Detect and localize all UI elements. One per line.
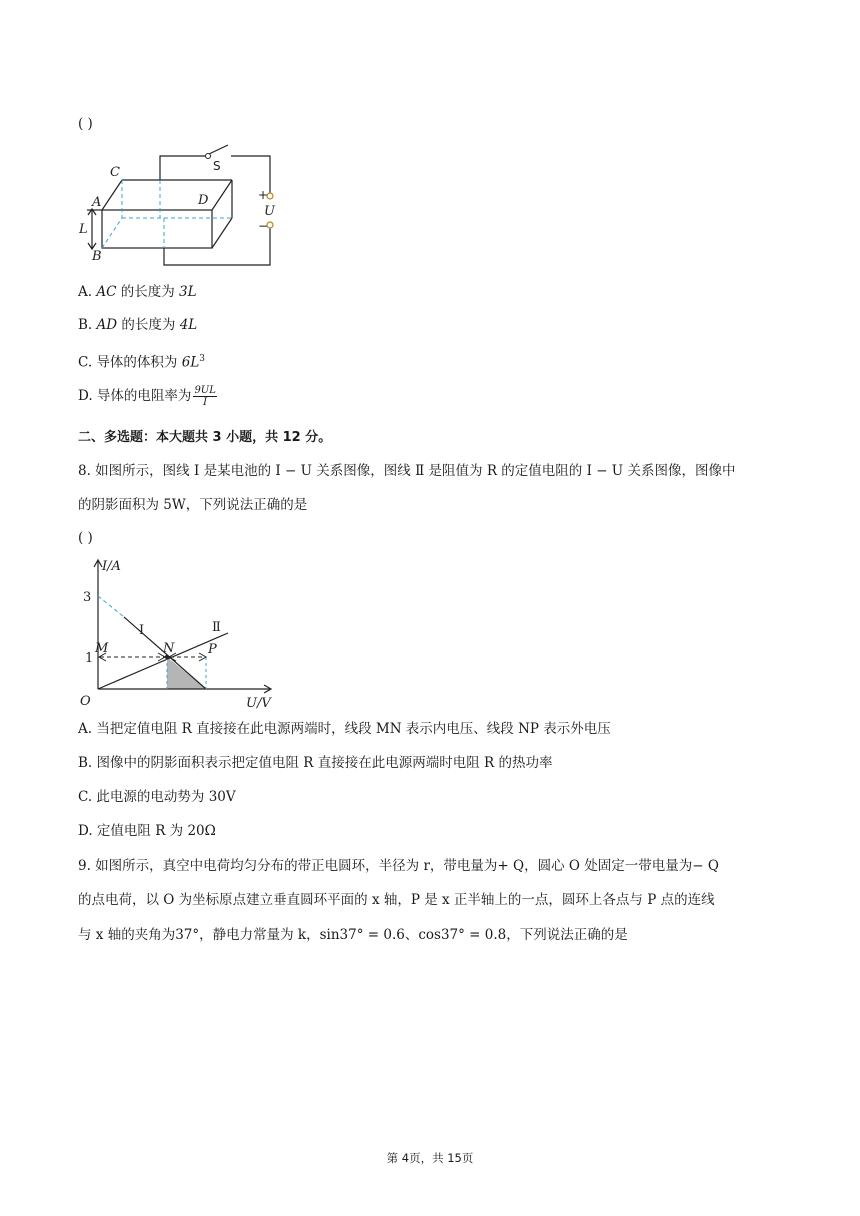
- y-tick-1: 1: [85, 651, 94, 666]
- page-footer: 第 4页，共 15页: [386, 1151, 474, 1165]
- label-plus: +: [258, 188, 269, 202]
- section-heading: 二、多选题：本大题共 3 小题，共 12 分。: [78, 430, 332, 445]
- q8-option-c: C. 此电源的电动势为 30V: [78, 789, 236, 805]
- origin-label: O: [80, 694, 91, 709]
- label-d: D: [198, 193, 209, 208]
- q9-stem-line-3: 与 x 轴的夹角为37°，静电力常量为 k，sin37° = 0.6、cos37° = 0.8，下列说法正确的是: [78, 927, 628, 943]
- y-axis-label: I/A: [102, 559, 121, 574]
- line-i-label: Ⅰ: [139, 623, 145, 638]
- q7-option-d: D. 导体的电阻率为 $\frac{9UL}{I}$: [78, 385, 216, 408]
- q8-stem-line-1: 8. 如图所示，图线 Ⅰ 是某电池的 I − U 关系图像，图线 Ⅱ 是阻值为 R 的定值电阻的 I − U 关系图像，图像中: [78, 463, 736, 479]
- line-ii-label: Ⅱ: [212, 620, 221, 635]
- x-axis-label: U/V: [246, 696, 271, 710]
- resistivity-fraction: $\frac{9UL}{I}$: [194, 385, 216, 408]
- q8-option-a: A. 当把定值电阻 R 直接接在此电源两端时，线段 MN 表示内电压、线段 NP 表示外电压: [78, 721, 611, 737]
- q8-iu-graph: [78, 555, 278, 710]
- q8-option-b: B. 图像中的阴影面积表示把定值电阻 R 直接接在此电源两端时电阻 R 的热功率: [78, 755, 553, 771]
- label-b: B: [92, 249, 102, 264]
- q7-answer-bracket: ( ): [78, 116, 93, 132]
- label-s: S: [213, 159, 221, 173]
- q7-conductor-circuit-figure: [78, 142, 278, 270]
- q8-stem-line-2: 的阴影面积为 5W，下列说法正确的是: [78, 497, 308, 513]
- y-tick-3: 3: [83, 590, 92, 605]
- point-p-label: P: [208, 642, 217, 657]
- label-c: C: [110, 165, 120, 180]
- label-l: L: [79, 222, 88, 237]
- label-a: A: [92, 195, 102, 210]
- q9-stem-line-2: 的点电荷，以 O 为坐标原点建立垂直圆环平面的 x 轴，P 是 x 正半轴上的一点，圆环上各点与 P 点的连线: [78, 892, 715, 908]
- q8-answer-bracket: ( ): [78, 530, 93, 546]
- q7-option-c: C. 导体的体积为 $6L^3$: [78, 354, 206, 371]
- label-minus: −: [258, 219, 269, 233]
- point-m-label: M: [95, 641, 109, 656]
- label-u: U: [264, 204, 275, 219]
- q8-option-d: D. 定值电阻 R 为 20Ω: [78, 823, 216, 839]
- point-n-label: N: [163, 641, 175, 656]
- q7-option-a: A. AC 的长度为 3L: [78, 284, 197, 300]
- q7-option-b: B. AD 的长度为 4L: [78, 317, 198, 333]
- q9-stem-line-1: 9. 如图所示，真空中电荷均匀分布的带正电圆环，半径为 r，带电量为+ Q，圆心 O 处固定一带电量为− Q: [78, 858, 719, 874]
